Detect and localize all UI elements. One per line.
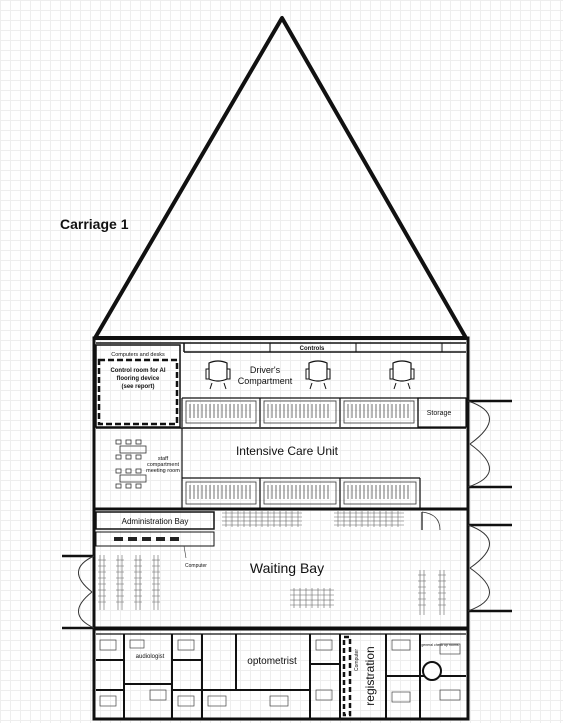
lower-right-note: general check up rooms — [421, 643, 459, 647]
ai-control-room — [96, 345, 180, 427]
admin-bay-label: Administration Bay — [121, 517, 189, 526]
audiologist-label: audiologist — [135, 654, 165, 660]
driver-seat — [206, 361, 230, 389]
controls-label: Controls — [299, 346, 325, 352]
administration-bay — [96, 512, 214, 569]
right-door-upper — [468, 401, 512, 487]
computers-desks-label: Computers and desks — [111, 352, 165, 358]
staff-label-3: meeting room — [146, 468, 180, 474]
lower-rooms-section — [94, 629, 468, 719]
computer-label: Computer — [185, 563, 207, 569]
registration-desk — [344, 637, 350, 715]
round-table — [423, 662, 441, 680]
icu-label: Intensive Care Unit — [235, 444, 339, 458]
optometrist-label: optometrist — [247, 656, 297, 667]
waiting-bay-label: Waiting Bay — [249, 560, 325, 576]
control-room-label-1: Control room for AI — [110, 368, 166, 374]
icu-lower-beds — [182, 478, 420, 508]
storage-room — [418, 398, 466, 427]
icu-upper-beds — [182, 398, 466, 427]
lower-room-details — [100, 640, 460, 706]
control-room-label-3: (see report) — [121, 384, 155, 390]
registration-label: registration — [363, 646, 377, 706]
drivers-compartment-label-2: Compartment — [237, 376, 293, 386]
driver-seat — [306, 361, 330, 389]
right-door-lower — [468, 525, 512, 611]
staff-label-2: compartment — [146, 462, 180, 468]
staff-meeting-room — [116, 428, 182, 508]
computer-vertical-label: Computer — [354, 649, 360, 671]
waiting-bay-corner-door — [422, 512, 440, 530]
carriage-title: Carriage 1 — [60, 216, 129, 232]
left-door — [62, 556, 94, 628]
drivers-compartment-label-1: Driver's — [249, 365, 281, 375]
driver-seat — [390, 361, 414, 389]
front-nose-triangle — [95, 18, 466, 338]
control-room-label-2: flooring device — [116, 376, 160, 382]
storage-label: Storage — [426, 410, 452, 417]
staff-label-1: staff — [157, 456, 169, 462]
